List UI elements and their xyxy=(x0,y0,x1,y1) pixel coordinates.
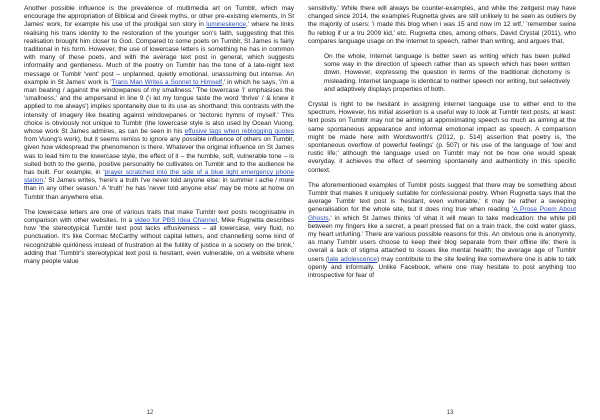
left-paragraph-1 xyxy=(24,5,294,202)
text-run: Another possible influence is the prevalence of multimedia art on Tumblr, which may encourage the appropriation of Biblical and Greek myths, or other pre-existing elements, in St James' work, for example his use of the prodigal son story in xyxy=(24,5,294,29)
text-link[interactable]: effusive tags when reblogging quotes xyxy=(184,128,294,136)
text-link[interactable]: video for PBS Idea Channel xyxy=(134,217,218,225)
page-number-right: 13 xyxy=(446,410,454,416)
text-run: ,' where he links realising his trans identity to the restoration of the younger son's faith, suggesting that this realisation brought him closer to God. Compared to some poets on Tumblr, St James is fairly traditional in his form. However, the use of lowercase letters is something he has in common with many of these poets, and with the average text post in general, which suggests informality and gentleness. Much of the poetry on Tumblr has the tone of a late-night text message or Tumblr 'vent' post – unplanned, quietly emotional, unassuming but intense. An example in St James' work is ' xyxy=(24,21,294,86)
right-paragraph-2 xyxy=(308,101,576,175)
block-quote xyxy=(324,53,570,94)
text-link[interactable]: Trans Man Writes a Sonnet to Himself xyxy=(111,78,223,86)
text-run: On the whole, Internet language is better seen as writing which has been pulled some way in the direction of speech rather than as speech which has been written down. However, expressing the question in terms of the traditional dichotomy is misleading. Internet language is identical to neither speech nor writing, but selectively and adaptively displays properties of both. xyxy=(324,53,570,93)
left-paragraph-2 xyxy=(24,209,294,266)
text-run: ,' in which he says, 'i'm a man beating / against the windowpanes of my smallness.' The lowercase 'i' emphasises the 'smallness,' and the ampersand in line 9 ('i let my tongue taste the word 'thrive' / & knew it applied to me always') implies spontaneity due to its use as shorthand; this contrasts with the intensity of imagery like beating against windowpanes or 'tectonic hymns of myself.' This choice is obviously not unique to Tumblr (the lowercase style is also used by Ocean Vuong, whose work St James admires, as can be seen in his xyxy=(24,78,294,136)
page-number-left: 12 xyxy=(146,410,154,416)
text-run: sensitivity.' While there will always be counter-examples, and while the zeitgeist may have changed since 2014, the examples Rugnetta gives are still unlikely to be seen as outliers by the majority of users: 'i made this blog when i was 15 and now im 12 wtf,' 'remember swine flu reblog if ur a tru 2009 kid,' etc. Rugnetta cites, among others, David Crystal (2011), who compares language usage on the internet to speech, rather than writing, and argues that, xyxy=(308,5,576,45)
text-run: Crystal is right to be hesitant in assigning internet language use to either end to the spectrum. However, his initial assertion is a useful way to look at Tumblr text posts, at least: text posts on Tumblr may not be aiming at approximating speech so much as aiming at the same spontaneous appearance and informal emotional impact as speech. A comparison might be made here with Wordsworth's (2012, p. 514) assertion that poetry is, 'the spontaneous overflow of powerful feelings' (p. 507) or his use of the language of 'low and rustic life;' although the language used on Tumblr may not be how one would speak everyday, it achieves the effect of seeming spontaneity and authenticity in this specific context. xyxy=(308,101,576,174)
text-link[interactable]: A Prose Poem About Ghosts xyxy=(308,206,577,222)
text-run: ,' in which St James thinks 'of what it will mean to take medication: the white pill between my fingers like a secret, a pearl pressed flat on a train track, the cold water glass, my heart unfurling.' There are various possible reasons for this. An obvious one is anonymity, as many Tumblr users choose to keep their blog separate from their offline life; there is overall a lack of stigma attached to issues like mental health; the average age of Tumblr users ( xyxy=(308,214,576,263)
right-paragraph-1 xyxy=(308,5,576,46)
text-run: , Mike Rugnetta describes how 'the stereotypical Tumblr text post lacks effusiveness – all lowercase, very fluid, no punctuation. It's like Cormac McCarthy without capital letters, and channelling some kind of recognizable quirkiness instead of frustration at the futility of justice in a society on the brink,' adding that 'Tumblr's stereotypical text post is hesitant, even vulnerable, on a website where many people value xyxy=(24,217,294,266)
text-run: The aforementioned examples of Tumblr posts suggest that there may be something about Tumblr that makes it uniquely suitable for confessional poetry. When Rugnetta says that the average Tumblr text post is 'hesitant, even vulnerable,' it may be rather a sweeping generalisation for the whole site, but it does ring true when reading ' xyxy=(308,181,576,214)
right-paragraph-3 xyxy=(308,182,576,280)
text-link[interactable]: lumineskence xyxy=(206,21,246,29)
text-run: The lowercase letters are one of various traits that make Tumblr text posts recognisable in comparison with other websites. In a xyxy=(24,208,294,225)
text-link[interactable]: late adolescence xyxy=(328,255,377,263)
text-link[interactable]: prayer scratched into the side of a blue light emergency phone station xyxy=(24,169,294,185)
text-run: ,' St James writes, 'here's a truth i've never told anyone else: in summer i ache / more than in any other season.' A 'truth' he has 'never told anyone else' may be more at home on Tumblr than anywhere else. xyxy=(24,177,294,201)
text-run: ) may contribute to the site feeling like somewhere one is able to talk openly and informally. Unlike Facebook, where one may hesitate to post anything too introspective for fear of xyxy=(308,255,576,280)
text-run: from Vuong's work), but it seems remiss to ignore any possible influence of others on Tumblr, given how widespread the phenomenon is there. Whatever the original influence on St James was to lead him to the lowercase style, the effect of it – the humble, soft, vulnerable tone – is suited both to the gentle, positive personality he cultivates on Tumblr and to the audience he has built. For example, in ' xyxy=(24,136,294,177)
right-page xyxy=(300,0,600,420)
